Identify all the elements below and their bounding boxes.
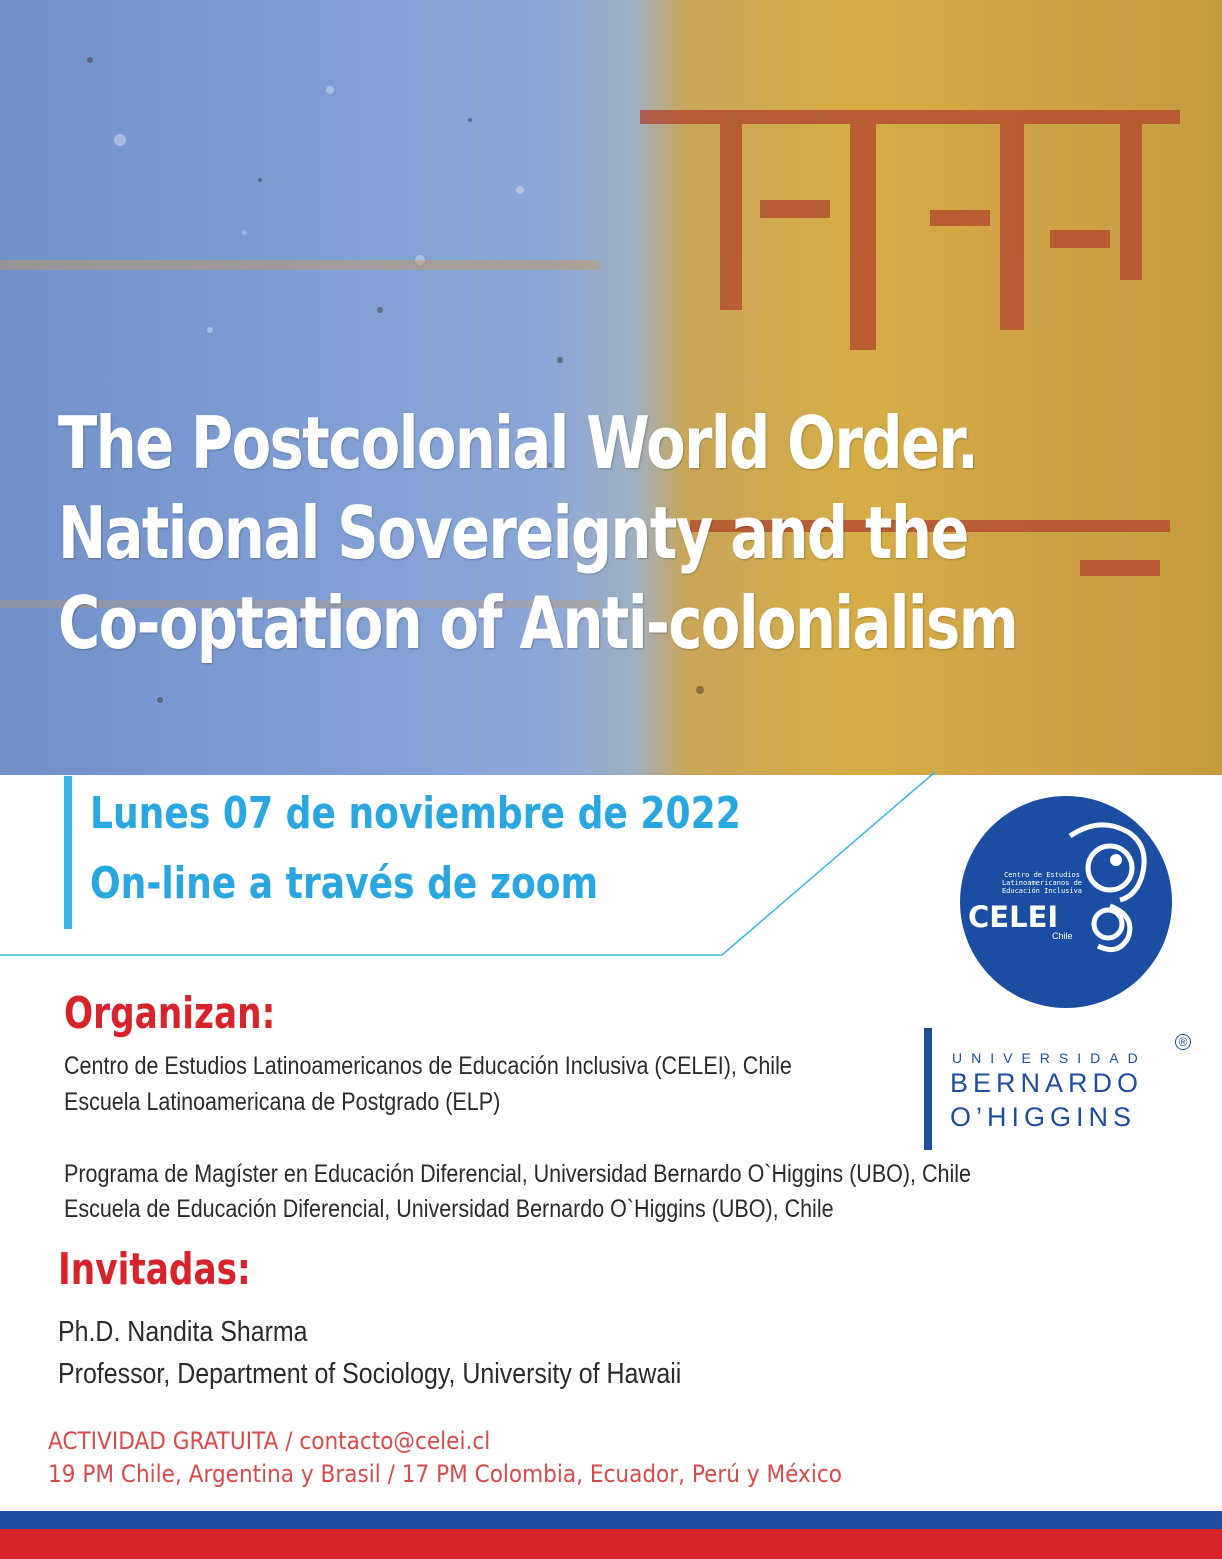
ubo-logo-bar [924,1028,932,1150]
title-line-1: The Postcolonial World Order. [58,401,978,485]
organizer-line: Escuela de Educación Diferencial, Universidad Bernardo O`Higgins (UBO), Chile [64,1195,834,1223]
ubo-logo-universidad: UNIVERSIDAD [952,1050,1147,1066]
celei-logo [960,796,1172,1008]
celei-name: CELEI [968,900,1059,934]
registered-mark-icon: ® [1175,1034,1191,1050]
ubo-logo-ohiggins: O’HIGGINS [950,1102,1137,1132]
footer-schedule: 19 PM Chile, Argentina y Brasil / 17 PM Colombia, Ecuador, Perú y México [48,1460,842,1488]
guest-name: Ph.D. Nandita Sharma [58,1316,308,1348]
celei-country: Chile [1052,931,1073,941]
organizers-heading: Organizan: [64,988,276,1039]
hero-image [0,0,1222,775]
organizer-line: Escuela Latinoamericana de Postgrado (ELP) [64,1088,501,1116]
guest-affiliation: Professor, Department of Sociology, University of Hawaii [58,1358,682,1390]
celei-subtitle: Centro de Estudios Latinoamericanos de Educación Inclusiva [1001,871,1083,895]
title-line-3: Co-optation of Anti-colonialism [58,581,1018,665]
accent-bar [64,776,72,929]
event-date: Lunes 07 de noviembre de 2022 [90,788,741,839]
footer-stripe-red [0,1529,1222,1559]
footer-contact: ACTIVIDAD GRATUITA / contacto@celei.cl [48,1427,491,1455]
event-title [58,398,1018,668]
title-line-2: National Sovereignty and the [58,491,968,575]
ubo-logo-bernardo: BERNARDO [950,1068,1144,1098]
organizer-line: Programa de Magíster en Educación Diferencial, Universidad Bernardo O`Higgins (UBO), Chile [64,1160,971,1188]
organizer-line: Centro de Estudios Latinoamericanos de Educación Inclusiva (CELEI), Chile [64,1052,792,1080]
event-modality: On-line a través de zoom [90,858,599,909]
guests-heading: Invitadas: [58,1244,251,1295]
footer-stripe-blue [0,1511,1222,1529]
